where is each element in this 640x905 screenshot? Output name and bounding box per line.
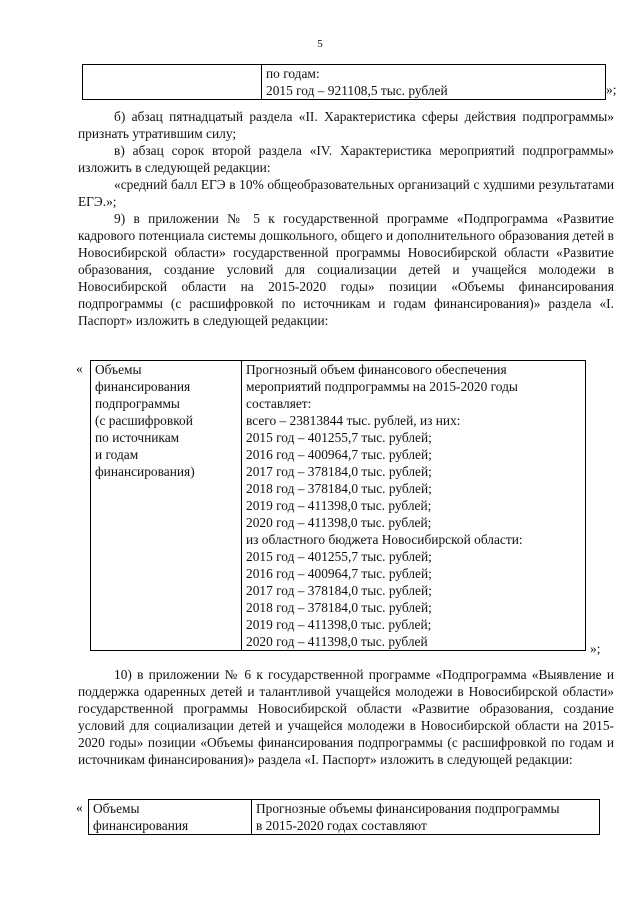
table1-right-line: 2016 год – 400964,7 тыс. рублей; [246,566,432,581]
table2-left-line: Объемы [93,801,140,816]
top-table-right-cell [262,65,606,100]
table1-left-line: финансирования [95,379,191,394]
table1-right-line: 2020 год – 411398,0 тыс. рублей; [246,515,432,530]
table1-right-line: всего – 23813844 тыс. рублей, из них: [246,413,461,428]
top-table-left-cell [83,65,262,100]
table1-left-line: по источникам [95,430,180,445]
table1-right-line: 2015 год – 401255,7 тыс. рублей; [246,549,432,564]
page-number: 5 [317,38,323,50]
table1-right-line: Прогнозный объем финансового обеспечения [246,362,507,377]
table1-right-line: 2018 год – 378184,0 тыс. рублей; [246,600,432,615]
table1-open-quote: « [76,361,83,376]
financing-table-2 [88,799,600,835]
table1-right-line: 2016 год – 400964,7 тыс. рублей; [246,447,432,462]
table1-right-line: 2018 год – 378184,0 тыс. рублей; [246,481,432,496]
table2-left-line: финансирования [93,818,189,833]
paragraph-b: б) абзац пятнадцатый раздела «II. Характеристика сферы действия подпрограммы» признать утратившим силу; [78,109,614,141]
paragraph-v: в) абзац сорок второй раздела «IV. Характеристика мероприятий подпрограммы» изложить в следующей редакции: [78,143,614,175]
table1-right-line: мероприятий подпрограммы на 2015-2020 годы [246,379,518,394]
table1-right-line: 2017 год – 378184,0 тыс. рублей; [246,464,432,479]
table1-right-line: 2019 год – 411398,0 тыс. рублей; [246,617,432,632]
table2-left-cell [89,800,252,835]
top-table-line: по годам: [266,66,320,81]
table2-open-quote: « [76,800,83,815]
table1-left-line: подпрограммы [95,396,180,411]
financing-table-1 [90,360,586,651]
table1-right-line: 2017 год – 378184,0 тыс. рублей; [246,583,432,598]
table1-left-line: финансирования) [95,464,195,479]
table2-right-line: в 2015-2020 годах составляют [256,818,427,833]
table1-left-line: Объемы [95,362,142,377]
table1-right-line: из областного бюджета Новосибирской области: [246,532,523,547]
paragraph-10: 10) в приложении № 6 к государственной программе «Подпрограмма «Выявление и поддержка одаренных детей и талантливой учащейся молодежи в Новосибирской области» государственной программы Новосибирской области «Развитие образования, создание условий для социализации детей и учащейся молодежи в Новосибирской области на 2015-2020 годы» позиции «Объемы финансирования подпрограммы (с расшифровкой по годам и источникам финансирования)» раздела «I. Паспорт» изложить в следующей редакции: [78,667,614,767]
table1-closing: »; [590,641,601,656]
table1-right-cell [242,361,586,651]
table1-right-line: составляет: [246,396,312,411]
top-table-closing: »; [606,82,617,97]
table1-right-line: 2019 год – 411398,0 тыс. рублей; [246,498,432,513]
table2-right-cell [252,800,600,835]
paragraph-quote: «средний балл ЕГЭ в 10% общеобразовательных организаций с худшими результатами ЕГЭ.»; [78,177,614,209]
top-table-line: 2015 год – 921108,5 тыс. рублей [266,83,448,98]
table1-left-line: и годам [95,447,139,462]
paragraph-9: 9) в приложении № 5 к государственной программе «Подпрограмма «Развитие кадрового потенциала системы дошкольного, общего и дополнительного образования детей в Новосибирской области» государственной программы Новосибирской области «Развитие образования, создание условий для социализации детей и учащейся молодежи в Новосибирской области на 2015-2020 годы» позиции «Объемы финансирования подпрограммы (с расшифровкой по источникам и годам финансирования)» раздела «I. Паспорт» изложить в следующей редакции: [78,211,614,328]
table1-left-cell [91,361,242,651]
table1-right-line: 2015 год – 401255,7 тыс. рублей; [246,430,432,445]
table1-left-line: (с расшифровкой [95,413,193,428]
table1-right-line: 2020 год – 411398,0 тыс. рублей [246,634,428,649]
table2-right-line: Прогнозные объемы финансирования подпрограммы [256,801,560,816]
top-table [82,64,606,100]
